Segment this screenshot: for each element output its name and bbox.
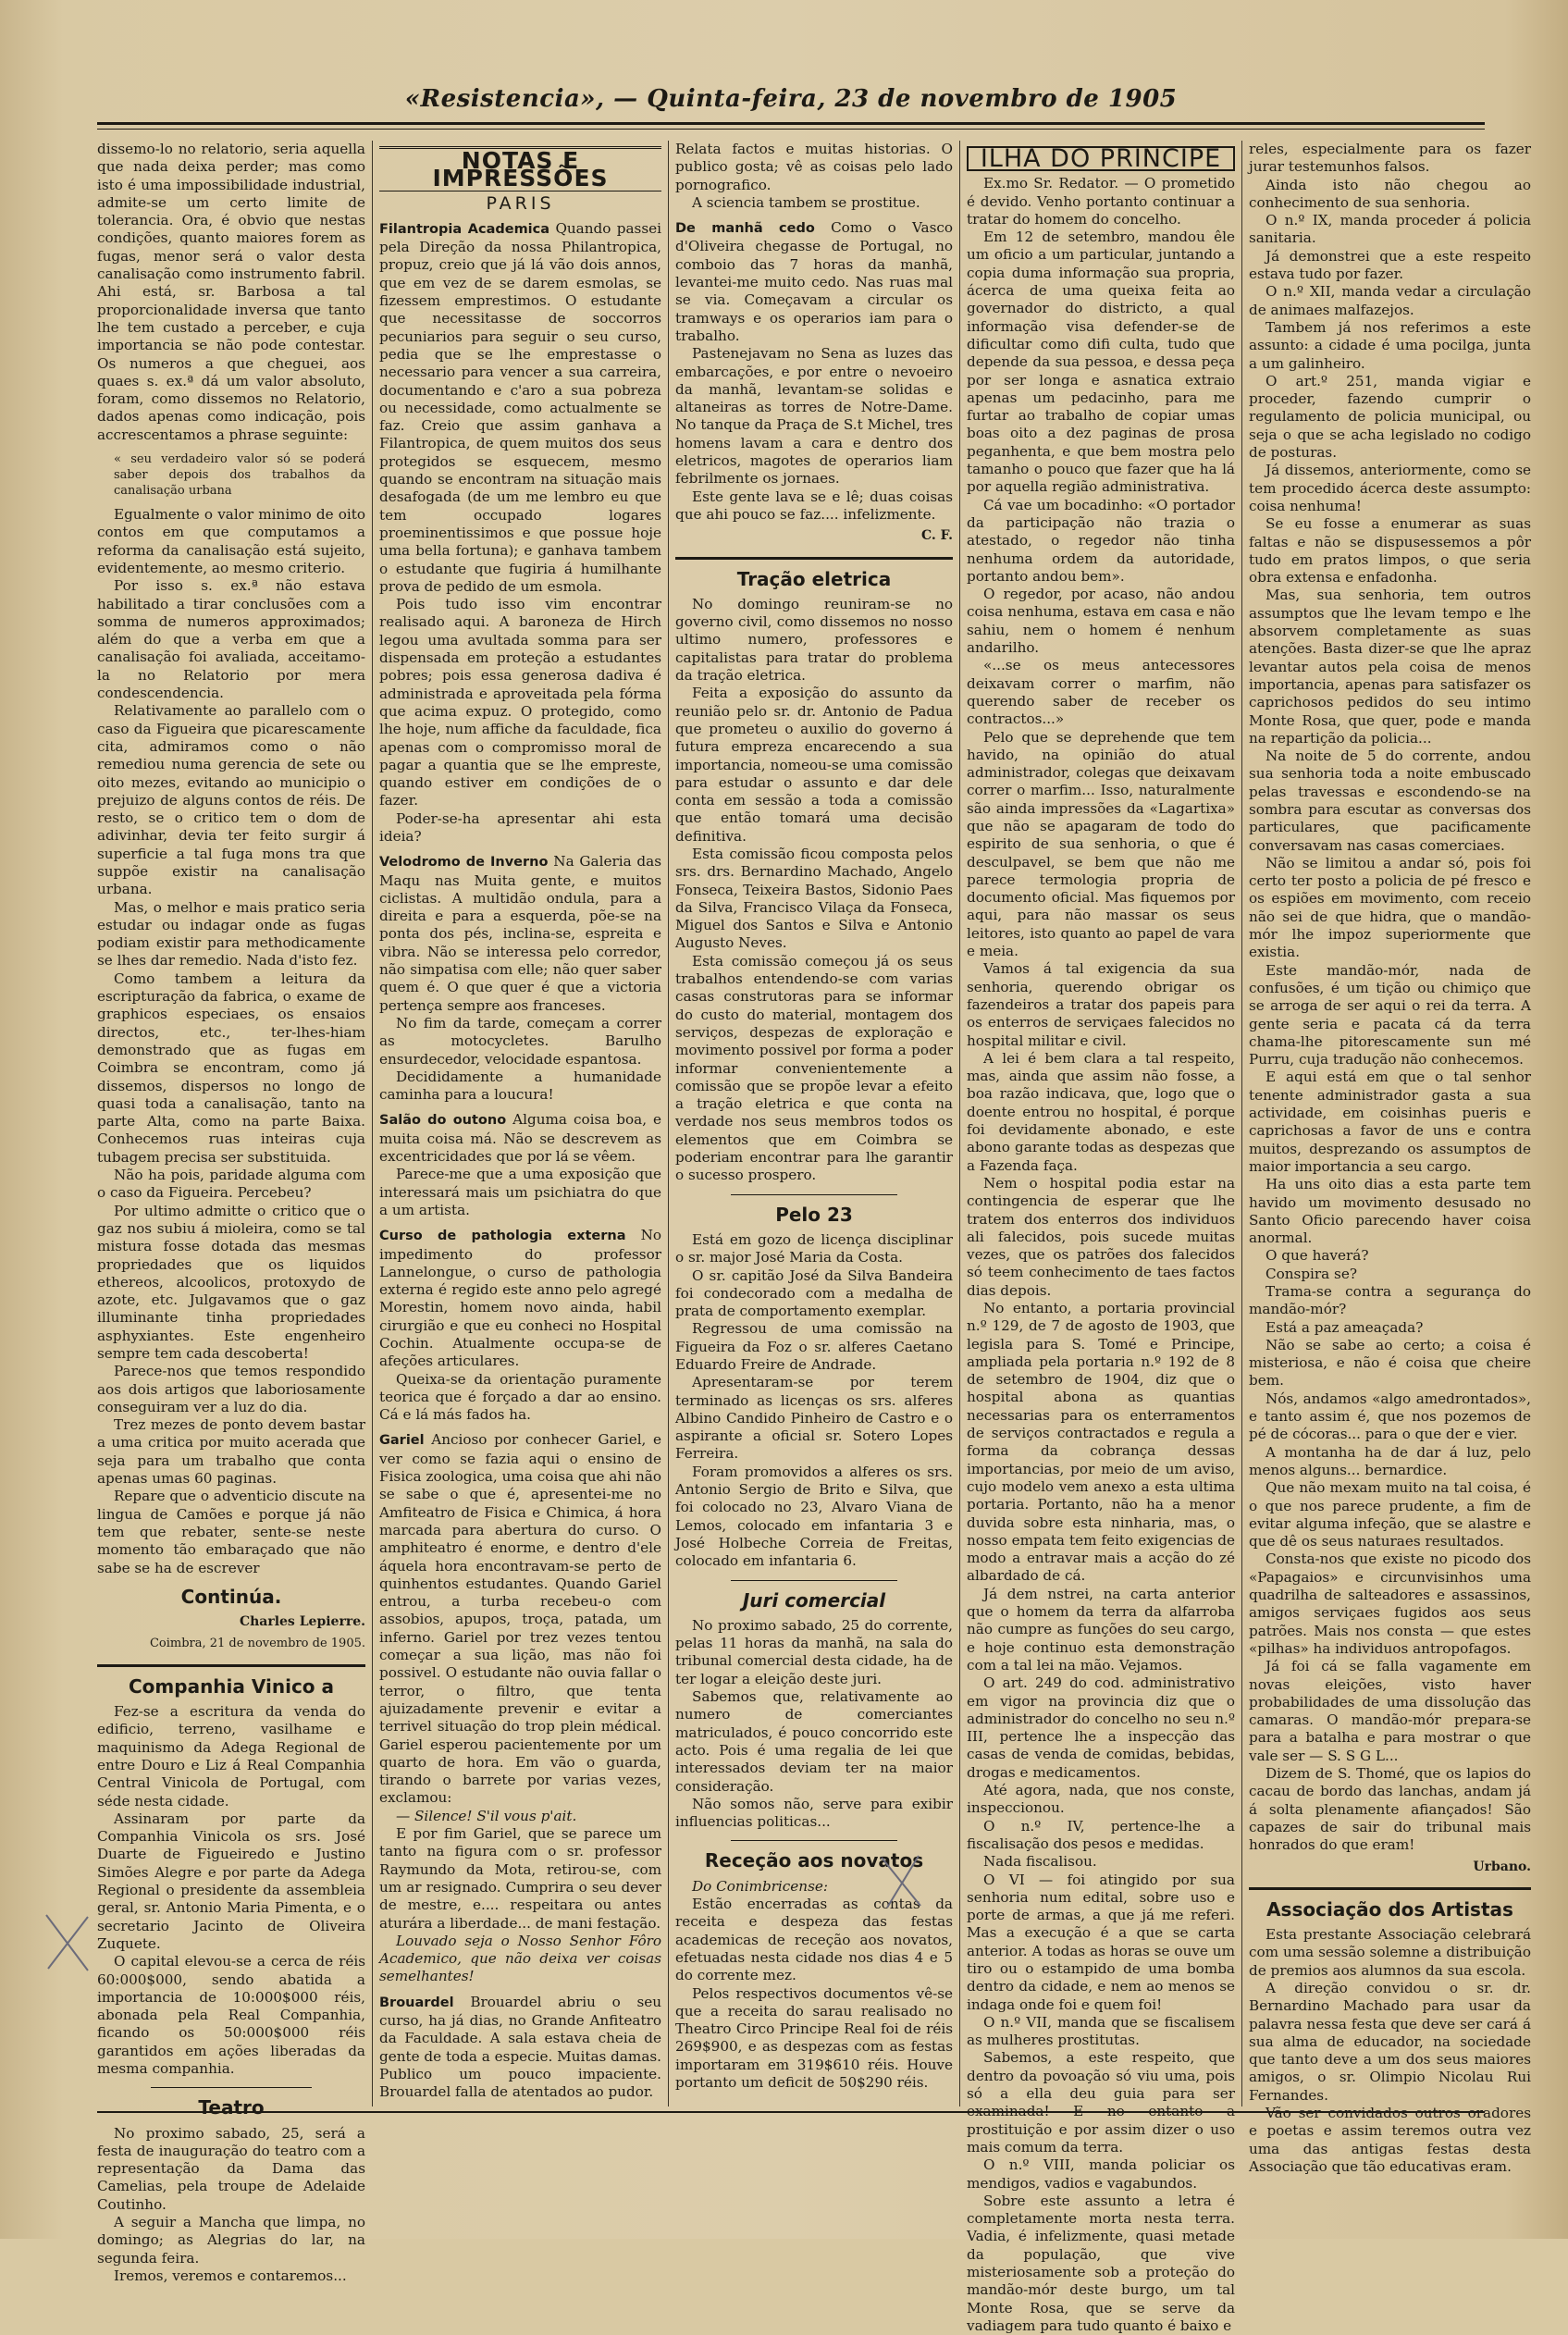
paragraph: No proximo sabado, 25, será a festa de inauguração do teatro com a representação da Dama das Camelias, pela troupe de Adelaide Coutinho. [97, 2124, 365, 2213]
paragraph: Tambem já nos referimos a este assunto: a cidade é uma pocilga, junta a um galinheiro. [1249, 318, 1531, 372]
paragraph: O n.º IV, pertence-lhe a fiscalisação dos pesos e medidas. [967, 1817, 1235, 1852]
paragraph: O VI — foi atingido por sua senhoria num edital, sobre uso e porte de armas, a que já me referi. Mas a execução é a que se carta anterior. A todas as horas se ouve um tiro ou o estampido de uma bomba dentro da cidade, e nem ao menos se indaga onde foi e quem foi! [967, 1871, 1235, 2013]
paragraph: Estão encerradas as contas da receita e despeza das festas academicas de receção aos novatos, efetuadas nesta cidade nos dias 4 e 5 do corrente mez. [675, 1896, 953, 1984]
paragraph: Sobre este assunto a letra é completamente morta nesta terra. Vadia, é infelizmente, quasi metade da população, que vive misteriosamente sob a proteção do mandão-mór deste burgo, um tal Monte Rosa, que se serve da vadiagem para tudo quanto é baixo e [967, 2192, 1235, 2334]
paragraph: Até agora, nada, que nos conste, inspeccionou. [967, 1782, 1235, 1817]
paragraph: «...se os meus antecessores deixavam correr o marfim, não querendo saber de receber os contractos...» [967, 657, 1235, 728]
paragraph: Ha uns oito dias a esta parte tem havido um movimento desusado no Santo Oficio parecendo haver coisa anormal. [1249, 1176, 1531, 1247]
paragraph: Parece-nos que temos respondido aos dois artigos que laboriosamente conseguiram ver a luz do dia. [97, 1363, 365, 1415]
text: Quando passei pela Direção da nossa Philantropica, propuz, creio que já lá vão dois annos, que em vez de se darem esmolas, se fizessem emprestimos. O estudante que necessitasse de soccorros pecuniarios para seguir o seu curso, pedia que se lhe emprestasse o necessario para vencer a sua carreira, documentando e c'aro a sua pobreza ou necessidade, como actualmente se faz. Creio que assim ganhava a Filantropica, de quem muitos dos seus protegidos se esquecem, mesmo quando se encontram na situação mais desafogada (de um me lembro eu que tem occupado logares proeminentissimos e que possue hoje uma bella fortuna); e ganhava tambem o estudante que fugiria á humilhante prova de pedido de um esmola. [379, 219, 661, 595]
paragraph: Não somos não, serve para exibir influencias politicas... [675, 1795, 953, 1831]
kicker: Curso de pathologia externa [379, 1229, 626, 1244]
paragraph: Este gente lava se e lê; duas coisas que ahi pouco se faz.... infelizmente. [675, 488, 953, 523]
paragraph: Ainda isto não chegou ao conhecimento de sua senhoria. [1249, 176, 1531, 211]
paragraph: Não se sabe ao certo; a coisa é misteriosa, e não é coisa que cheire bem. [1249, 1336, 1531, 1390]
paragraph: E aqui está em que o tal senhor tenente administrador gasta a sua actividade, em coisinhas pueris e caprichosas a favor de uns e contra muitos, desprezando os assumptos de maior importancia a seu cargo. [1249, 1069, 1531, 1175]
paragraph: reles, especialmente para os fazer jurar testemunhos falsos. [1249, 141, 1531, 176]
paragraph: Na noite de 5 do corrente, andou sua senhoria toda a noite embuscado pelas travessas e escondendo-se na sombra para escutar as conversas dos particulares, que pacificamente conversavam nas casas comerciaes. [1249, 747, 1531, 854]
source-line: Do Conimbricense: [692, 1877, 828, 1895]
paragraph: Iremos, veremos e contaremos... [114, 2267, 347, 2284]
column-rule [959, 141, 960, 2106]
paragraph: O n.º XII, manda vedar a circulação de animaes malfazejos. [1249, 283, 1531, 318]
section-divider [675, 557, 953, 560]
paragraph: O art. 249 do cod. administrativo em vigor na provincia diz que o administrador do concelho no seu n.º III, pertence lhe a inspecção das casas de venda de comidas, bebidas, drogas e medicamentos. [967, 1674, 1235, 1781]
paragraph: Louvado seja o Nosso Senhor Fôro Academico, que não deixa ver coisas semelhantes! [379, 1932, 661, 1985]
paragraph: Este mandão-mór, nada de confusões, é um tição ou chimiço que se arroga de ser aqui o rei da terra. A gente seria e pacata cá da terra chama-lhe pitorescamente sun mé Purru, cuja tradução não conhecemos. [1249, 961, 1531, 1069]
text: Na Galeria das Maqu nas Muita gente, e muitos ciclistas. A multidão ondula, para a direita e para a esquerda, põe-se na ponta dos pés, inclina-se, espreita e vibra. Não se interessa pelo corredor, não simpatisa com elle; não quer saber quem é. O que quer é que a victoria pertença sempre aos franceses. [379, 853, 662, 1014]
paragraph: No entanto, a portaria provincial n.º 129, de 7 de agosto de 1903, que legisla para S. Tomé e Principe, ampliada pela portaria n.º 192 de 8 de setembro de 1904, diz que o hospital abona as quantias necessarias para os enterramentos de serviços contractados e regula a forma da cobrança dessas importancias, por meio de um aviso, cujo modelo vem anexo a esta ultima portaria. Portanto, não ha a menor duvida sobre esta ninharia, mas, o nosso empata tem feito exigencias de modo a entravar mais a acção do zé albardado de cá. [967, 1300, 1235, 1585]
paragraph: Pastenejavam no Sena as luzes das embarcações, e por entre o nevoeiro da manhã, levantam-se solidas e altaneiras as torres de Notre-Dame. No tanque da Praça de S.t Michel, tres homens lavam a cara e dentro dos eletricos, magotes de operarios liam febrilmente os jornaes. [675, 345, 953, 488]
kicker: De manhã cedo [675, 221, 815, 237]
paragraph: Sabemos que, relativamente ao numero de comerciantes matriculados, é pouco concorrido este acto. Pois é uma regalia de lei que interessados deviam ter na maior consideração. [675, 1688, 953, 1795]
paragraph: Se eu fosse a enumerar as suas faltas e não se dispusessemos a pôr tudo em pratos limpos, o que seria obra extensa e enfadonha. [1249, 515, 1531, 587]
paragraph: O capital elevou-se a cerca de réis 60:000$000, sendo abatida a importancia de 10:000$000 réis, abonada pela Real Companhia, ficando os 50:000$000 réis garantidos em ações liberadas da mesma companhia. [97, 1953, 365, 2077]
paragraph: Vamos á tal exigencia da sua senhoria, querendo obrigar os fazendeiros a tratar dos papeis para os enterros de serviçaes falecidos no hospital militar e civil. [967, 960, 1235, 1049]
column-2 [379, 141, 661, 2106]
paragraph: Relativamente ao parallelo com o caso da Figueira que picarescamente cita, admiramos como o não remediou numa gerencia de sete ou oito mezes, evitando ao municipio o prejuizo de alguns contos de réis. De resto, se o critico tem o dom de adivinhar, devia ter feito surgir á superficie a tal fuga mons tra que suppõe existir na canalisação urbana. [97, 702, 365, 898]
paragraph: Pelo que se deprehende que tem havido, na opinião do atual administrador, colegas que deixavam correr o marfim... Isso, naturalmente são ainda impressões da «Lagartixa» que não se apagaram de todo do espirito de sua senhoria, o que é desculpavel, se bem que não me parece termologia propria de documento oficial. Mas fiquemos por aqui, para não massar os seus leitores, isto quanto ao papel de vara e meia. [967, 728, 1235, 960]
paragraph: Por ultimo admitte o critico que o gaz nos subiu á mioleira, como se tal mistura fosse dotada das mesmas propriedades que os liquidos ethereos, alcoolicos, protoxydo de azote, etc. Julgavamos que o gaz illuminante tinha propriedades asphyxiantes. Este engenheiro sempre tem cada descoberta! [97, 1202, 365, 1362]
paragraph: Trez mezes de ponto devem bastar a uma critica por muito acerada que seja para um trabalho que conta apenas umas 60 paginas. [97, 1416, 365, 1488]
column-rule [1241, 141, 1242, 2106]
paragraph: O que haverá? [1266, 1247, 1369, 1265]
paragraph: Esta comissão ficou composta pelos srs. drs. Bernardino Machado, Angelo Fonseca, Teixeira Bastos, Sidonio Paes da Silva, Francisco Vilaça da Fonseca, Miguel dos Santos e Silva e Antonio Augusto Neves. [675, 845, 953, 952]
paragraph: Consta-nos que existe no picodo dos «Papagaios» e circunvisinhos uma quadrilha de salteadores e assassinos, amigos serviçaes fugidos aos seus patrões. Mais nos consta — que estes «pilhas» ha individuos antropofagos. [1249, 1550, 1531, 1657]
dateline: Coimbra, 21 de novembro de 1905. [149, 1637, 365, 1651]
paragraph: Nós, andamos «algo amedrontados», e tanto assim é, que nos pozemos de pé de cócoras... para o que der e vier. [1249, 1390, 1531, 1443]
article-heading: Companhia Vinico a [129, 1674, 334, 1698]
paragraph [675, 219, 953, 345]
paragraph: Foram promovidos a alferes os srs. Antonio Sergio de Brito e Silva, que foi colocado no 23, Alvaro Viana de Lemos, colocado em infantaria 3 e José Holbeche Correia de Freitas, colocado em infantaria 6. [675, 1463, 953, 1570]
column-rule [372, 141, 373, 2106]
text: Ancioso por conhecer Gariel, e ver como se fazia aqui o ensino de Fisica zoologica, uma coisa que ahi não se sabe o que é, apresentei-me no Amfiteatro de Fisica e Chimica, á hora marcada para abertura do curso. O amphiteatro é enorme, e dentro d'ele áquela hora encontravam-se perto de quinhentos estudantes. Quando Gariel entrou, a turba recebeu-o com assobios, apupos, troça, patada, um inferno. Gariel por trez vezes tentou começar a sua lição, mas não foi possivel. O estudante não ouvia fallar o terror, o filtro, que tenta ajuizadamente prevenir e evitar a terrivel situação do trop plein médical. Gariel esperou pacientemente por um quarto de hora. Em vão o guarda, tirando o barrete por varias vezes, exclamou: [379, 1431, 661, 1807]
paragraph: A sciencia tambem se prostitue. [692, 193, 920, 211]
pencil-mark-icon [37, 1906, 102, 1980]
paragraph [379, 1111, 661, 1166]
paragraph: Vão ser convidados outros oradores e poetas e assim teremos outra vez uma das antigas festas desta Associação que tão educativas eram. [1249, 2105, 1531, 2175]
paragraph: No fim da tarde, começam a correr as motocycletes. Barulho ensurdecedor, velocidade espantosa. [379, 1014, 661, 1068]
paragraph: O n.º IX, manda proceder á policia sanitaria. [1249, 212, 1531, 247]
paragraph: Decididamente a humanidade caminha para a loucura! [379, 1068, 661, 1104]
divider [151, 2087, 312, 2088]
paragraph: Como tambem a leitura da escripturação da fabrica, o exame de graphicos especiaes, os ensaios directos, etc., ter-lhes-hiam demonstrado que as fugas em Coimbra se encontram, como já dissemos, dispersos no longo de quasi toda a canalisação, tanto na parte Alta, como na parte Baixa. Conhecemos ruas inteiras cuja tubagem precisa ser substituida. [97, 970, 365, 1166]
paragraph: O n.º VIII, manda policiar os mendigos, vadios e vagabundos. [967, 2156, 1235, 2192]
paragraph: Relata factos e muitas historias. O publico gosta; vê as coisas pelo lado pornografico. [675, 141, 953, 193]
paragraph: No proximo sabado, 25 do corrente, pelas 11 horas da manhã, na sala do tribunal comercial desta cidade, ha de ter logar a eleição deste juri. [675, 1616, 953, 1687]
paragraph: Parece-me que a uma exposição que interessará mais um psichiatra do que a um artista. [379, 1166, 661, 1218]
paragraph: Nem o hospital podia estar na contingencia de esperar que lhe tratem dos enterros dos individuos ali falecidos, pois sucede muitas vezes, que os patrões dos falecidos só teem conhecimento de taes factos dias depois. [967, 1174, 1235, 1299]
paragraph: Queixa-se da orientação puramente teorica que é forçado a dar ao ensino. Cá e lá más fados ha. [379, 1370, 661, 1424]
text: No impedimento do professor Lannelongue, o curso de pathologia externa é regido este anno pelo agregé Morestin, homem novo ainda, habil cirurgião e que eu conheci no Hospital Cochin. Atualmente occupa-se de afeções articulares. [379, 1227, 661, 1370]
paragraph: A montanha ha de dar á luz, pelo menos alguns... bernardice. [1249, 1443, 1531, 1478]
text: Como o Vasco d'Oliveira chegasse de Portugal, no comboio das 7 horas da manhã, levantei-me muito cedo. Nas ruas mal se via. Começavam a circular os tramways e os operarios iam para o trabalho. [675, 219, 954, 344]
running-header: «Resistencia», — Quinta-feira, 23 de novembro de 1905 [404, 85, 1178, 113]
header-rule [97, 122, 1485, 130]
section-divider [97, 1664, 365, 1667]
paragraph: No domingo reuniram-se no governo civil, como dissemos no nosso ultimo numero, professores e capitalistas para tratar do problema da tração eletrica. [675, 595, 953, 685]
article-heading: Associação dos Artistas [1266, 1897, 1513, 1921]
paragraph: Por isso s. ex.ª não estava habilitado a tirar conclusões com a somma de numeros approximados; além do que a verba em que a canalisação foi avaliada, acceitamo-la no Relatorio por mera condescendencia. [97, 577, 365, 702]
paragraph: Pois tudo isso vim encontrar realisado aqui. A baroneza de Hirch legou uma avultada somma para ser dispensada em proteção a estudantes pobres; pois essa generosa dadiva é administrada e aproveitada pela fórma que acima expuz. O protegido, como lhe hoje, num affiche da faculdade, fica apenas com o compromisso moral de pagar a quantia que se lhe empreste, quando estiver em condições de o fazer. [379, 596, 661, 809]
paragraph: Conspira se? [1266, 1265, 1357, 1282]
footer-rule [97, 2111, 1485, 2113]
kicker: Brouardel [379, 1995, 454, 2010]
paragraph [379, 853, 661, 1015]
paragraph: Está a paz ameaçada? [1266, 1318, 1424, 1336]
author-signature: Urbano. [1473, 1859, 1531, 1874]
paragraph: A direção convidou o sr. dr. Bernardino Machado para usar da palavra nessa festa que deve ser cará á sua alma de educador, na sociedade que tanto deve a um dos seus maiores amigos, o sr. Olimpio Nicolau Rui Fernandes. [1249, 1979, 1531, 2104]
paragraph: Dizem de S. Thomé, que os lapios do cacau de bordo das lanchas, andam já á solta plenamente afiançados! São capazes de sair do tribunal mais honrados do que eram! [1249, 1765, 1531, 1854]
paragraph: Nada fiscalisou. [983, 1853, 1097, 1871]
section-subheading: PARIS [486, 192, 555, 214]
paragraph: Esta comissão começou já os seus trabalhos entendendo-se com varias casas construtoras para se informar do custo do material, montagem dos serviços, despezas de exploração e movimento possivel por forma a poder informar convenientemente a comissão que se propõe levar a efeito a tração eletrica e que conta na verdade nos seus membros todos os elementos que em Coimbra se poderiam encontrar para lhe garantir o sucesso prospero. [675, 952, 953, 1184]
quotation: — Silence! S'il vous p'ait. [396, 1807, 577, 1824]
kicker: Filantropia Academica [379, 221, 550, 237]
article-heading: Pelo 23 [775, 1203, 853, 1226]
column-5 [1249, 141, 1531, 2175]
divider [731, 1580, 897, 1581]
paragraph: Não se limitou a andar só, pois foi certo ter posto a policia de pé fresco e os espiões em movimento, com receio não sei de que hidra, que o mandão-mór lhe impoz superiormente que existia. [1249, 854, 1531, 961]
article-heading: Teatro [198, 2096, 265, 2119]
paragraph: Mas, o melhor e mais pratico seria estudar ou indagar onde as fugas podiam existir para methodicamente se lhes dar remedio. Nada d'isto fez. [97, 898, 365, 970]
paragraph: O n.º VII, manda que se fiscalisem as mulheres prostitutas. [967, 2013, 1235, 2049]
paragraph: Não ha pois, paridade alguma com o caso da Figueira. Percebeu? [97, 1167, 365, 1202]
quotation: « seu verdadeiro valor só se poderá saber depois dos trabalhos da canalisação urbana [114, 452, 365, 499]
kicker: Salão do outono [379, 1113, 507, 1129]
kicker: Gariel [379, 1433, 425, 1449]
paragraph: Já demonstrei que a este respeito estava tudo por fazer. [1249, 247, 1531, 283]
article-heading: Receção aos novatos [704, 1849, 924, 1872]
paragraph: Egualmente o valor minimo de oito contos em que computamos a reforma da canalisação está sujeito, evidentemente, ao mesmo criterio. [97, 506, 365, 576]
text: Brouardel abriu o seu curso, ha já dias, no Grande Anfiteatro da Faculdade. A sala estava cheia de gente de toda a especie. Muitas damas. Publico um pouco impaciente. Brouardel falla de atentados ao pudor. [379, 1993, 662, 2101]
divider [731, 1840, 897, 1841]
paragraph: A lei é bem clara a tal respeito, mas, ainda que assim não fosse, a boa razão indicava, que, logo que o doente entrou no hospital, é porque foi devidamente abonado, e este abono garante todas as despezas que a Fazenda faça. [967, 1049, 1235, 1174]
paragraph: Já foi cá se falla vagamente em novas eleições, visto haver probabilidades de uma dissolução das camaras. O mandão-mór prepara-se para a batalha e para mostrar o que vale ser — S. S G L... [1249, 1658, 1531, 1764]
paragraph: Poder-se-ha apresentar ahi esta ideia? [379, 809, 661, 845]
paragraph: Sabemos, a este respeito, que dentro da povoação só viu uma, pois só a ella deu guia para ser examinada! E no entanto a prostituição e por assim dizer o uso mais comum da terra. [967, 2049, 1235, 2156]
paragraph: E por fim Gariel, que se parece um tanto na figura com o sr. professor Raymundo da Mota, retirou-se, com um ar resignado. Cumprira o seu dever de mestre, e.... respeitara ou antes aturára a liberdade... de mani festação. [379, 1825, 661, 1932]
column-3 [675, 141, 953, 2106]
paragraph: O art.º 251, manda vigiar e proceder, fazendo cumprir o regulamento de policia municipal, ou seja o que se acha legislado no codigo de posturas. [1249, 372, 1531, 462]
section-heading: ILHA DO PRINCIPE [967, 146, 1235, 171]
text: Alguma coisa boa, e muita coisa má. Não se descrevem as excentricidades que por lá se vêem. [379, 1111, 662, 1166]
paragraph: Já dissemos, anteriormente, como se tem procedido ácerca deste assumpto: coisa nenhuma! [1249, 462, 1531, 514]
paragraph: Fez-se a escritura da venda do edificio, terreno, vasilhame e maquinismo da Adega Regional de entre Douro e Liz á Real Companhia Central Vinicola de Portugal, com séde nesta cidade. [97, 1703, 365, 1810]
paragraph: Repare que o adventicio discute na lingua de Camões e porque já não tem que rebater, sente-se neste momento tão embaraçado que não sabe se ha de escrever [97, 1488, 365, 1576]
paragraph [379, 1994, 661, 2102]
paragraph: Ex.mo Sr. Redator. — O prometido é devido. Venho portanto continuar a tratar do homem do concelho. [967, 175, 1235, 228]
author-signature: C. F. [920, 528, 953, 544]
paragraph: Esta prestante Associação celebrará com uma sessão solemne a distribuição de premios aos alumnos da sua escola. [1249, 1926, 1531, 1979]
paragraph: Já dem nstrei, na carta anterior que o homem da terra da alfarroba não cumpre as funções do seu cargo, e hoje continuo esta demonstração com a tal lei na mão. Vejamos. [967, 1585, 1235, 1674]
paragraph: Regressou de uma comissão na Figueira da Foz o sr. alferes Caetano Eduardo Freire de Andrade. [675, 1320, 953, 1373]
article-heading: Tração eletrica [736, 567, 892, 590]
column-rule [668, 141, 669, 2106]
paragraph: Pelos respectivos documentos vê-se que a receita do sarau realisado no Theatro Circo Principe Real foi de réis 269$900, e as despezas com as festas importaram em 319$610 réis. Houve portanto um deficit de 50$290 réis. [675, 1984, 953, 2091]
divider [731, 1194, 897, 1195]
paragraph: O regedor, por acaso, não andou coisa nenhuma, estava em casa e não sahiu, nem o homem é nenhum andarilho. [967, 586, 1235, 657]
author-signature: Charles Lepierre. [239, 1614, 365, 1630]
column-4 [967, 141, 1235, 2334]
column-1 [97, 141, 365, 2284]
paragraph [379, 220, 661, 596]
paragraph: Está em gozo de licença disciplinar o sr. major José Maria da Costa. [675, 1230, 953, 1266]
paragraph: Trama-se contra a segurança do mandão-mór? [1249, 1283, 1531, 1318]
paragraph: Em 12 de setembro, mandou êle um oficio a um particular, juntando a copia duma informação sua propria, ácerca de uma queixa feita ao governador do districto, a qual informação visa defender-se de dificultar como difi culta, tudo que depende da sua pessoa, e dessa peça por ser longa e asnatica extraio apenas um pedacinho, para me furtar ao trabalho de copiar umas boas oito a dez paginas de prosa peganhenta, e que bem mostra pelo tamanho o pouco que fazer que ha lá por aquella região administrativa. [967, 229, 1235, 496]
continued-label: Continúa. [180, 1585, 282, 1608]
section-divider [1249, 1887, 1531, 1890]
kicker: Velodromo de Inverno [379, 855, 549, 871]
paragraph: Mas, sua senhoria, tem outros assumptos que lhe levam tempo e lhe absorvem completamente as suas atenções. Basta dizer-se que lhe apraz levantar autos pela coisa de menos importancia, apenas para satisfazer os caprichosos pedidos do seu intimo Monte Rosa, que quer, pode e manda na repartição da policia... [1249, 587, 1531, 747]
paragraph: O sr. capitão José da Silva Bandeira foi condecorado com a medalha de prata de comportamento exemplar. [675, 1266, 953, 1320]
paragraph [379, 1227, 661, 1370]
pencil-mark-icon [874, 1850, 930, 1915]
paragraph: A seguir a Mancha que limpa, no domingo; as Alegrias do lar, na segunda feira. [97, 2214, 365, 2267]
paragraph [379, 1431, 661, 1807]
paragraph: Que não mexam muito na tal coisa, é o que nos parece prudente, a fim de evitar alguma infeção, que se alastre e que dê os seus naturaes resultados. [1249, 1479, 1531, 1550]
paragraph: Feita a exposição do assunto da reunião pelo sr. dr. Antonio de Padua que prometeu o auxilio do governo á futura empreza encarecendo a sua importancia, nomeou-se uma comissão para estudar o assunto e dar dele conta em sessão a toda a comissão que então tomará uma decisão definitiva. [675, 685, 953, 845]
paragraph: Apresentaram-se por terem terminado as licenças os srs. alferes Albino Candido Pinheiro de Castro e o aspirante a oficial sr. Sotero Lopes Ferreira. [675, 1374, 953, 1463]
paragraph: dissemo-lo no relatorio, seria aquella que nada deixa perder; mas como isto é uma impossibilidade industrial, admite-se um certo limite de tolerancia. Ora, é obvio que nestas condições, quanto maiores forem as fugas, menor será o valor desta canalisação como instrumento fabril. Ahi está, sr. Barbosa a tal proporcionalidade inversa que tanto lhe tem custado a perceber, e cuja importancia se não pode contestar. Os numeros a que cheguei, aos quaes s. ex.ª dá um valor absoluto, foram, como dissemos no Relatorio, dados apenas como indicação, pois accrescentamos a phrase seguinte: [97, 141, 365, 443]
paragraph: Assinaram por parte da Companhia Vinicola os srs. José Duarte de Figueiredo e Justino Simões Alegre e por parte da Adega Regional o presidente da assembleia geral, sr. Antonio Maria Pimenta, e o secretario Jacinto de Oliveira Zuquete. [97, 1810, 365, 1952]
article-heading: Juri comercial [742, 1588, 886, 1612]
section-heading: NOTAS E IMPRESSÕES [379, 146, 661, 191]
paragraph: Cá vae um bocadinho: «O portador da participação não trazia o atestado, o regedor não tinha nenhuma ordem da autoridade, portanto andou bem». [967, 496, 1235, 585]
